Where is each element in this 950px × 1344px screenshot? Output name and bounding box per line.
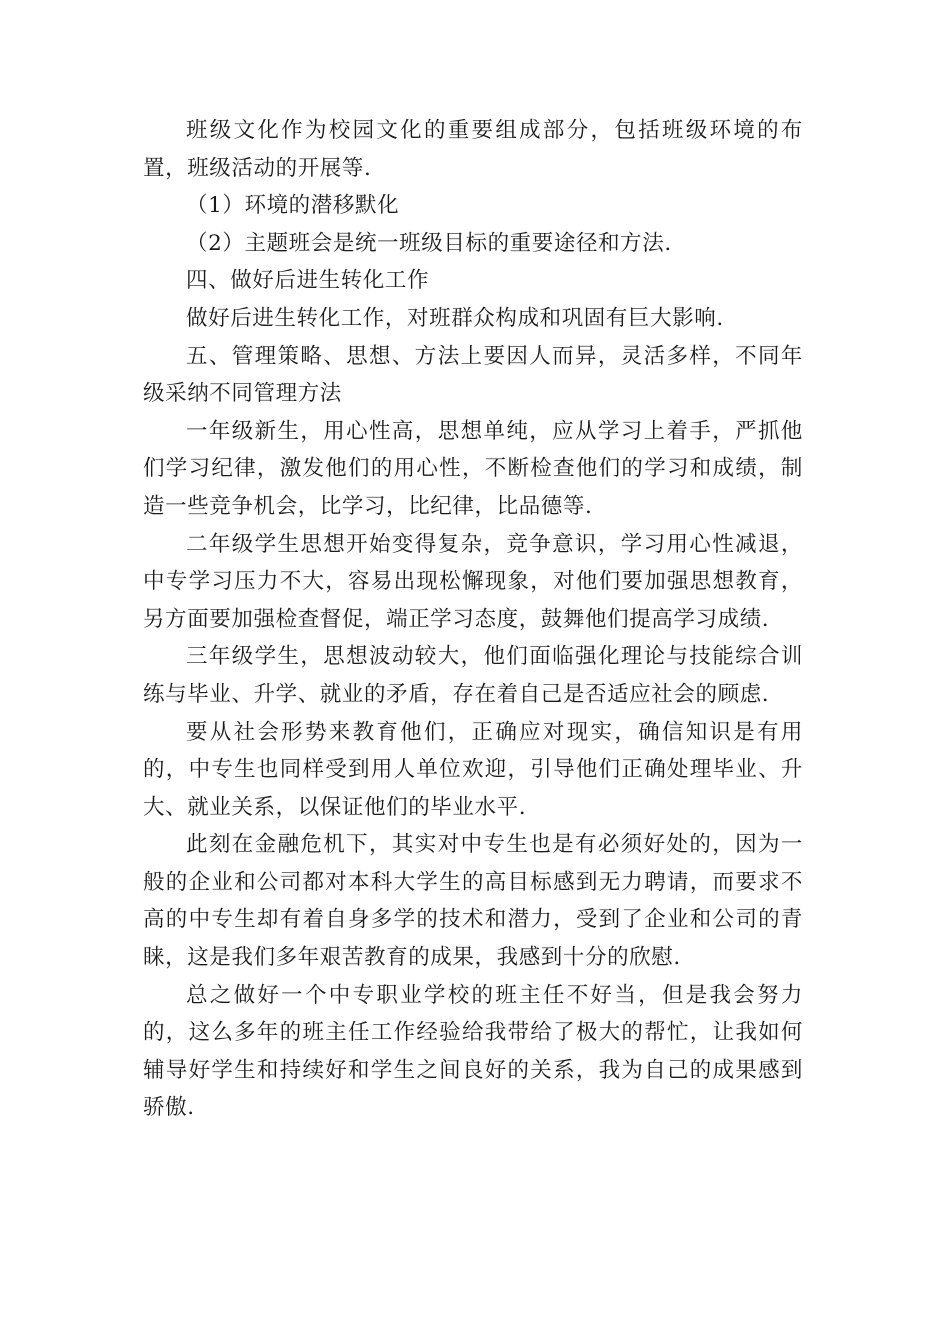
paragraph-financial-crisis: 此刻在金融危机下，其实对中专生也是有必须好处的，因为一般的企业和公司都对本科大学生的高目标感到无力聘请，而要求不高的中专生却有着自身多学的技术和潜力，受到了企业和公司的青睐，这是我们多年艰苦教育的成果，我感到十分的欣慰. xyxy=(143,832,803,971)
document-body xyxy=(143,112,803,1127)
paragraph-social-education: 要从社会形势来教育他们，正确应对现实，确信知识是有用的，中专生也同样受到用人单位欢迎，引导他们正确处理毕业、升大、就业关系，以保证他们的毕业水平. xyxy=(143,719,803,820)
paragraph-third-year: 三年级学生，思想波动较大，他们面临强化理论与技能综合训练与毕业、升学、就业的矛盾，存在着自己是否适应社会的顾虑. xyxy=(143,644,803,707)
section-heading-5: 五、管理策略、思想、方法上要因人而异，灵活多样，不同年级采纳不同管理方法 xyxy=(143,343,803,407)
section-heading-4: 四、做好后进生转化工作 xyxy=(186,268,430,294)
paragraph-second-year: 二年级学生思想开始变得复杂，竞争意识，学习用心性减退，中专学习压力不大，容易出现松懈现象，对他们要加强思想教育，另方面要加强检查督促，端正学习态度，鼓舞他们提高学习成绩. xyxy=(143,531,803,632)
paragraph-class-culture: 班级文化作为校园文化的重要组成部分，包括班级环境的布置，班级活动的开展等. xyxy=(143,118,803,181)
paragraph-first-year: 一年级新生，用心性高，思想单纯，应从学习上着手，严抓他们学习纪律，激发他们的用心性，不断检查他们的学习和成绩，制造一些竞争机会，比学习，比纪律，比品德等. xyxy=(143,418,803,519)
paragraph-item-1: （1）环境的潜移默化 xyxy=(186,193,400,219)
paragraph-section-4-body: 做好后进生转化工作，对班群众构成和巩固有巨大影响. xyxy=(186,305,724,331)
paragraph-conclusion: 总之做好一个中专职业学校的班主任不好当，但是我会努力的，这么多年的班主任工作经验给我带给了极大的帮忙，让我如何辅导好学生和持续好和学生之间良好的关系，我为自己的成果感到骄傲. xyxy=(143,982,803,1121)
paragraph-item-2: （2）主题班会是统一班级目标的重要途径和方法. xyxy=(186,230,672,256)
